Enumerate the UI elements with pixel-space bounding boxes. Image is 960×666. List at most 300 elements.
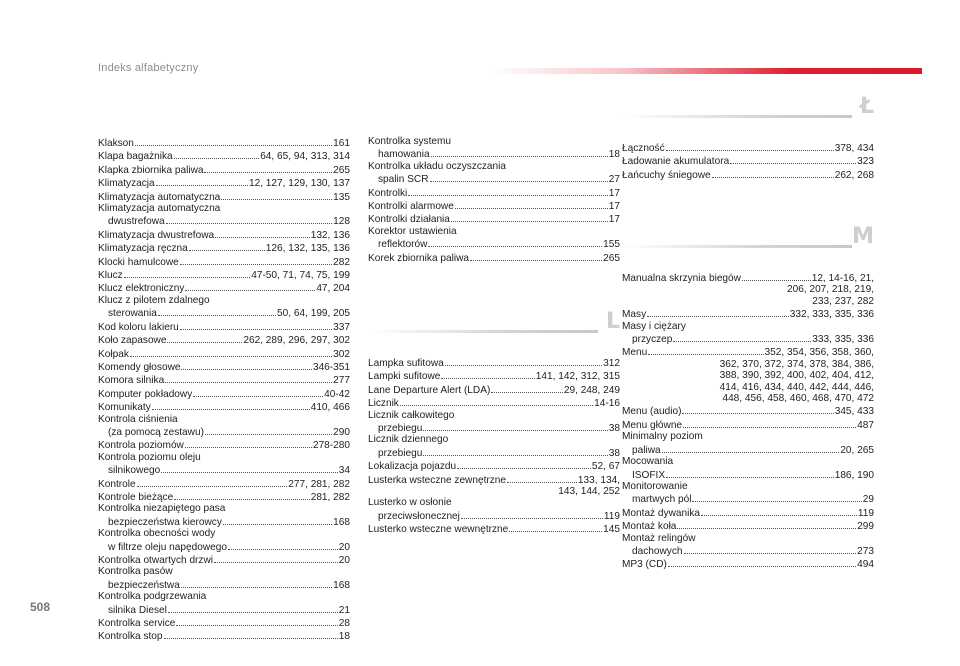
page-references: 64, 65, 94, 313, 314 [260,151,350,163]
index-entry [622,154,874,167]
dot-leader [228,540,338,550]
page-references: 29, 248, 249 [563,384,620,396]
index-term: Menu (audio) [622,406,682,418]
page-references: 281, 282 [310,491,350,503]
index-term: Lokalizacja pojazdu [368,461,457,473]
page-references: 323 [857,156,874,168]
page-references: 18 [608,149,620,161]
page-references: 128 [333,216,350,228]
index-term: przyczep [632,334,673,346]
index-term: hamowania [378,149,430,161]
index-term: Lampki sufitowe [368,371,441,383]
index-entry-line [368,410,620,421]
index-term: Licznik całkowitego [368,409,455,421]
index-entry [368,497,620,522]
index-term: Kontrolka podgrzewania [98,591,207,603]
section-divider [368,330,598,333]
index-term: w filtrze oleju napędowego [108,541,227,553]
index-term: Montaż dywanika [622,507,700,519]
page-references: 273 [857,545,874,557]
index-entry-line [368,356,620,369]
page-references: 29 [862,494,874,506]
index-entry-line [98,136,350,149]
index-entry [368,383,620,396]
index-entry-line [98,306,350,319]
page-references-continued: 414, 416, 434, 440, 442, 444, 446, [719,381,874,393]
dot-leader [137,477,288,487]
index-entry [622,557,874,570]
index-term: Kontrolka stop [98,631,163,643]
index-entry-line [622,154,874,167]
index-entry [98,616,350,629]
index-entry-line [98,241,350,254]
index-entry [368,473,620,498]
index-entry-line [98,566,350,577]
dot-leader [215,228,310,238]
index-entry [98,176,350,189]
index-term: Minimalny poziom [622,431,703,443]
page-references: 352, 354, 356, 358, 360, [764,347,874,359]
index-term: Korektor ustawienia [368,225,457,237]
index-entry-line [98,373,350,386]
dot-leader [673,332,811,342]
dot-leader [180,255,332,265]
index-entry [98,566,350,591]
index-entry [622,141,874,154]
index-term: Korek zbiornika paliwa [368,252,469,264]
index-entry [98,333,350,346]
index-entry [622,506,874,519]
index-entry-line [368,136,620,147]
dot-leader [166,214,332,224]
index-term: reflektorów [378,239,428,251]
page-references: 20 [338,541,350,553]
page-references: 277, 281, 282 [288,478,350,490]
section-divider [622,245,852,248]
dot-leader [168,603,338,613]
section-header-l-stroke [622,94,874,123]
dot-leader [130,347,332,357]
index-term: Koło zapasowe [98,335,167,347]
index-entry [98,347,350,360]
index-entry [98,163,350,176]
index-entry-line [622,168,874,181]
page-references: 14-16 [594,398,620,410]
index-term: Menu główne [622,419,683,431]
index-entry [622,456,874,481]
index-entry [98,629,350,642]
index-term: Kontrolki [368,187,408,199]
index-term: spalin SCR [378,174,429,186]
dot-leader [124,268,251,278]
dot-leader [185,281,315,291]
page-references: 47-50, 71, 74, 75, 199 [251,270,350,282]
index-entry-line [622,141,874,154]
index-term: Kontrola poziomów [98,440,184,452]
index-entry-line [98,414,350,425]
index-entry [98,320,350,333]
index-entry [368,459,620,472]
index-entry-line [98,190,350,203]
page-references: 278-280 [312,440,350,452]
page-references: 52, 67 [591,461,620,473]
index-term: Klucz z pilotem zdalnego [98,294,210,306]
page-references-continued: 388, 390, 392, 400, 402, 404, 412, [719,370,874,382]
index-term: Kontrolki działania [368,214,450,226]
index-entry-line [98,629,350,642]
dot-leader [181,578,332,588]
index-entry-line [622,456,874,467]
index-entry [98,281,350,294]
dot-leader [152,400,310,410]
index-term: Ładowanie akumulatora [622,156,730,168]
index-section-m [622,224,874,571]
index-entry [622,481,874,506]
index-term: Kontrole bieżące [98,491,174,503]
index-entry-line [98,281,350,294]
index-entry-line [622,321,874,332]
index-entry-line [368,522,620,535]
index-entry [368,186,620,199]
index-term: przeciwsłonecznej [378,510,460,522]
index-entry-line [368,497,620,508]
header-accent-bar [490,68,922,74]
index-term: ISOFIX [632,469,666,481]
index-entry-line [98,477,350,490]
index-term: silnikowego [108,465,161,477]
index-entry-line [98,490,350,503]
page-references: 346-351 [312,361,350,373]
index-entry [622,307,874,320]
page-references: 262, 268 [834,169,874,181]
index-entry-line [98,360,350,373]
index-entry-line [98,255,350,268]
index-entry [368,434,620,459]
dot-leader [165,373,332,383]
index-entry [368,226,620,251]
index-entry-line [368,509,620,522]
index-term: Kontrolka niezapiętego pasa [98,503,226,515]
index-entry-line [622,544,874,557]
index-entry [622,533,874,558]
dot-leader [509,522,602,532]
index-section-l-stroke [622,94,874,181]
index-entry-line [98,603,350,616]
index-entry-line [368,473,620,486]
page-references-continued: 448, 456, 458, 460, 468, 470, 472 [722,393,874,405]
page-references-continued: 206, 207, 218, 219, [787,284,874,296]
page-references: 282 [333,256,350,268]
index-entry-line [98,463,350,476]
index-entry [98,255,350,268]
index-term: Klimatyzacja automatyczna [98,191,221,203]
page-references: 20, 265 [840,444,874,456]
page-references: 18 [338,631,350,643]
index-term: Klimatyzacja automatyczna [98,203,221,215]
index-entry-line [622,431,874,442]
dot-leader [647,307,789,317]
index-term: Kontrolka service [98,618,176,630]
index-term: dachowych [632,545,683,557]
index-entry [622,168,874,181]
index-term: Kontrolka systemu [368,136,452,147]
index-entry [622,271,874,307]
index-entry [368,522,620,535]
page-references: 38 [608,423,620,435]
dot-leader [451,212,608,222]
index-entry-line [368,186,620,199]
index-term: Kontrolka otwartych drzwi [98,555,213,566]
index-entry-line [368,434,620,445]
dot-leader [164,629,338,639]
index-term: Klakson [98,138,134,149]
section-letter: L [605,309,620,334]
index-term: Łańcuchy śniegowe [622,169,711,181]
page-references: 161 [333,138,350,149]
page-references: 262, 289, 296, 297, 302 [243,335,350,347]
index-entry [622,418,874,431]
index-entry [98,360,350,373]
dot-leader [430,172,608,182]
dot-leader [441,369,534,379]
index-entry-line [98,333,350,346]
dot-leader [507,473,577,483]
index-entry [622,321,874,346]
page-references: 12, 14-16, 21, [811,273,874,284]
dot-leader [174,149,260,159]
dot-leader [167,333,242,343]
index-term: MP3 (CD) [622,559,667,571]
dot-leader [662,443,840,453]
index-entry-line [98,452,350,463]
index-entry-line [368,161,620,172]
page-references: 299 [857,521,874,533]
dot-leader [455,199,608,209]
dot-leader [176,616,337,626]
dot-leader [445,356,602,366]
page-references: 186, 190 [834,469,874,481]
page-references: 27 [608,174,620,186]
page-references: 337 [333,321,350,333]
index-entry-line [98,295,350,306]
page-references: 145 [603,524,620,536]
dot-leader [180,320,332,330]
dot-leader [221,190,332,200]
dot-leader [189,241,265,251]
index-entry-line [98,268,350,281]
dot-leader [666,141,834,151]
index-entry-line [368,237,620,250]
index-entry [98,528,350,553]
index-term: Kontrolki alarmowe [368,201,454,213]
index-entry [98,477,350,490]
page-references: 155 [603,239,620,251]
index-entry-line [368,251,620,264]
page-references: 34 [338,465,350,477]
index-entry-line [368,369,620,382]
dot-leader [214,553,338,563]
index-section-l [368,309,620,536]
index-term: Lampka sufitowa [368,358,444,369]
index-entry-line [98,149,350,162]
index-entry [368,136,620,161]
index-column-k-continued [368,136,620,264]
index-entry-line [622,557,874,570]
index-term: Klapka zbiornika paliwa [98,164,204,176]
section-header-l [368,309,620,338]
section-divider [622,115,852,118]
dot-leader [683,418,856,428]
index-entry-line [98,387,350,400]
index-entry-line [98,616,350,629]
index-entry-line [622,443,874,456]
page-references: 265 [603,252,620,264]
index-term: Komendy głosowe [98,361,181,373]
index-term: Lusterka wsteczne zewnętrzne [368,474,507,486]
dot-leader [204,163,332,173]
index-term: Licznik [368,398,399,410]
index-entry [98,228,350,241]
index-entry [98,373,350,386]
index-term: bezpieczeństwa [108,579,180,591]
page-references: 17 [608,214,620,226]
page-references: 119 [857,507,874,519]
page-references: 378, 434 [834,143,874,154]
page-references: 135 [333,191,350,203]
index-entry-line [98,347,350,360]
index-entry-line [368,396,620,409]
index-entry-line [622,492,874,505]
index-term: paliwa [632,444,661,456]
page-references: 290 [333,426,350,438]
page-header-title: Indeks alfabetyczny [98,62,199,74]
page-references: 17 [608,187,620,199]
index-entry-line [622,468,874,481]
index-term: Klucz elektroniczny [98,283,185,295]
index-entry [98,190,350,203]
index-entry [368,199,620,212]
index-entry-line [622,271,874,284]
index-term: Lane Departure Alert (LDA) [368,384,491,396]
index-term: Lusterko w osłonie [368,497,452,509]
index-term: Komputer pokładowy [98,388,193,400]
index-entry-line [622,307,874,320]
index-term: bezpieczeństwa kierowcy [108,516,222,528]
index-entry-line [368,421,620,434]
index-term: Kontrolka pasów [98,566,173,578]
index-term: Komora silnika [98,375,165,387]
index-term: Licznik dziennego [368,434,449,446]
index-entry-line [98,515,350,528]
index-entry [368,396,620,409]
page-references-continued: 143, 144, 252 [558,486,620,498]
dot-leader [205,425,332,435]
page-references: 47, 204 [316,283,350,295]
index-entry [98,268,350,281]
index-term: sterowania [108,308,157,320]
dot-leader [682,404,833,414]
index-entry [368,212,620,225]
index-entry [622,519,874,532]
index-term: Kontrola poziomu oleju [98,451,201,463]
index-term: Monitorowanie [622,480,688,492]
page-references: 168 [333,516,350,528]
index-entry [98,503,350,528]
index-entry-line [98,203,350,214]
index-term: Kod koloru lakieru [98,321,179,333]
page-references: 141, 142, 312, 315 [535,371,620,383]
dot-leader [158,306,276,316]
index-entry-line [368,383,620,396]
index-term: Komunikaty [98,402,151,414]
index-term: Mocowania [622,456,674,468]
dot-leader [648,345,763,355]
dot-leader [423,446,607,456]
index-column-k [98,136,350,643]
dot-leader [156,176,248,186]
index-term: Kołpak [98,348,129,360]
index-entry-line [368,147,620,160]
index-term: dwustrefowa [108,216,165,228]
index-term: Kontrolka układu oczyszczania [368,160,507,172]
index-entry [368,161,620,186]
index-term: silnika Diesel [108,604,167,616]
index-entry-line [98,553,350,566]
page-references: 302 [333,348,350,360]
index-entry-line [368,212,620,225]
section-letter: M [852,224,874,249]
index-entry [622,345,874,404]
index-term: Kontrole [98,478,136,490]
index-entry [368,410,620,435]
dot-leader [470,251,602,261]
index-entry-line [622,332,874,345]
index-entry-line [98,578,350,591]
index-term: Łączność [622,143,665,154]
index-entry-line [622,418,874,431]
index-entry [368,369,620,382]
dot-leader [701,506,857,516]
index-entry-line [368,459,620,472]
index-entry-line [98,176,350,189]
page-references: 28 [338,618,350,630]
dot-leader [181,360,311,370]
index-entry-line [368,446,620,459]
page-references: 50, 64, 199, 205 [277,308,350,320]
index-term: Klocki hamulcowe [98,256,179,268]
dot-leader [135,136,332,146]
dot-leader [461,509,603,519]
dot-leader [712,168,834,178]
page-references: 20 [338,555,350,566]
index-entry-line [622,481,874,492]
page-references: 17 [608,201,620,213]
index-entry-line [622,404,874,417]
dot-leader [668,557,856,567]
page-references-continued: 362, 370, 372, 374, 378, 384, 386, [719,358,874,370]
dot-leader [666,468,834,478]
index-entry [98,136,350,149]
page-references: 168 [333,579,350,591]
index-term: Klimatyzacja [98,178,155,190]
dot-leader [684,544,857,554]
page-references: 410, 466 [310,402,350,414]
index-term: Lusterko wsteczne wewnętrzne [368,524,509,536]
index-term: Montaż relingów [622,532,696,544]
index-entry [98,591,350,616]
dot-leader [677,519,856,529]
page-references: 40-42 [324,388,350,400]
